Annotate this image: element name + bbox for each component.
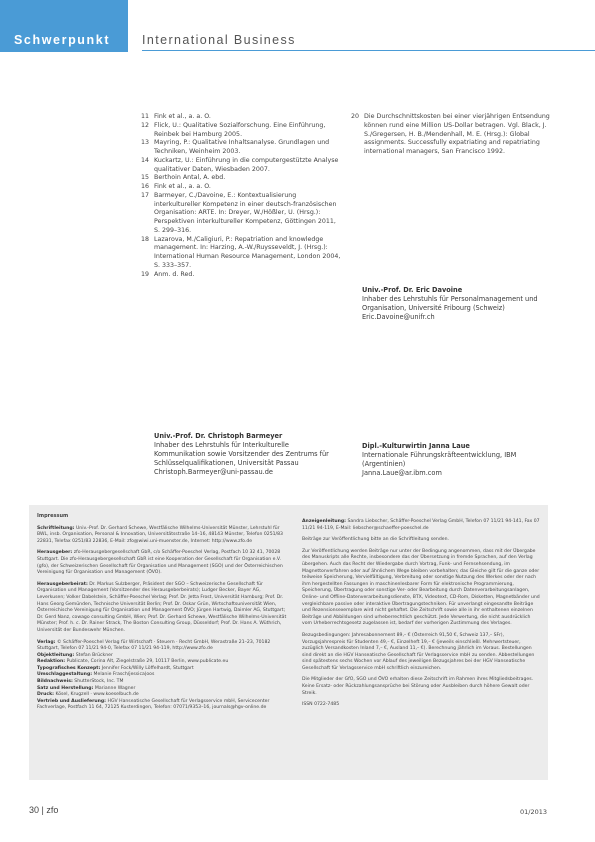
impressum-entry: Zur Veröffentlichung werden Beiträge nur unter der Bedingung angenommen, dass mit der Übergabe des Manuskripts alle Rechte, insbesondere das der Übersetzung in fremde Sprachen, auf den Verlag übergehen. Auch das Recht der Wiedergabe durch Vortrag, Funk- und Fernsehsendung, im Magnettonverfahren oder auf ähnlichem Wege bleiben vorbehalten; das Gleiche gilt für die ganze oder teilweise Speicherung, Vervielfältigung, Verbreitung oder sonstige Nutzung des Werkes oder der nach ihm hergestellten Fassungen in maschinenlesbarer Form für elektronische Programmierung, Speicherung, Übertragung oder sonstige Ver- oder Bearbeitung durch Datenverarbeitungsanlagen, Online- und Offline-Datenverarbeitungsdienste, BTX, Videotext, CD-Rom, Disketten, Magnetbänder und vergleichbare passive oder interaktive Übertragungstechniken. Für unverlangt eingesandte Beiträge und Rezensionsexemplare wird nicht gehaftet. Die Zeitschrift sowie alle in ihr enthaltenen einzelnen Beiträge und Abbildungen sind urheberrechtlich geschützt. Jede Verwertung, die nicht ausdrücklich vom Urheberrechtsgesetz zugelassen ist, bedarf der vorherigen Zustimmung des Verlages. bbox=[302, 548, 540, 627]
impressum-entry: Typografisches Konzept: Jennifer Fock/Willy Löffelhardt, Stuttgart bbox=[37, 665, 194, 671]
impressum-entry: Bildnachweis: ShutterStock, Inc. TM bbox=[37, 679, 124, 685]
author-bio-barmeyer bbox=[154, 432, 339, 477]
impressum-entry: Druck: Kösel, Krugzell · www.koeselbuch.de bbox=[37, 692, 139, 698]
footnote: 14 Kuckartz, U.: Einführung in die computergestützte Analyse qualitativer Daten, Wiesbaden 2007. bbox=[141, 156, 339, 173]
author-email[interactable]: Janna.Laue@ar.ibm.com bbox=[362, 469, 442, 477]
impressum-left-column bbox=[37, 513, 289, 712]
impressum-entry: Beiträge zur Veröffentlichung bitte an die Schriftleitung senden. bbox=[302, 537, 449, 543]
footer-separator: | bbox=[41, 805, 44, 815]
issn: ISSN 0722-7485 bbox=[302, 702, 340, 708]
footnote: 18 Lazarova, M./Caligiuri, P.: Repatriation and knowledge management. In: Harzing, A.-W./Ruysseveldt, J. (Hrsg.): International Human Resource Management, London 2004, S. 333–357. bbox=[141, 235, 341, 269]
page-footer-left bbox=[29, 805, 58, 815]
author-name: Univ.-Prof. Dr. Eric Davoine bbox=[362, 286, 463, 294]
impressum-heading: Impressum bbox=[37, 513, 69, 519]
author-bio-davoine bbox=[362, 286, 542, 322]
author-role: Internationale Führungskräfteentwicklung, IBM (Argentinien) bbox=[362, 451, 517, 468]
page-title: International Business bbox=[142, 33, 296, 47]
author-name: Dipl.-Kulturwirtin Janna Laue bbox=[362, 442, 470, 450]
author-email[interactable]: Eric.Davoine@unifr.ch bbox=[362, 313, 435, 321]
author-role: Inhaber des Lehrstuhls für Personalmanagement und Organisation, Université Fribourg (Schweiz) bbox=[362, 295, 538, 312]
footnote: 19 Anm. d. Red. bbox=[141, 270, 195, 278]
issue-date: 01/2013 bbox=[519, 808, 547, 816]
footnote: 20 Die Durchschnittskosten bei einer vierjährigen Entsendung können rund eine Million US-Dollar betragen. Vgl. Black, J. S./Gregersen, H. B./Mendenhall, M. E. (Hrsg.): Global assignments. Successfully expatriating and repatriating international managers, San Francisco 1992. bbox=[351, 113, 550, 155]
impressum-entry: Objektleitung: Stefan Brückner bbox=[37, 652, 113, 658]
impressum-box bbox=[29, 505, 548, 780]
footnote: 13 Mayring, P.: Qualitative Inhaltsanalyse. Grundlagen und Techniken, Weinheim 2003. bbox=[141, 139, 330, 155]
section-label: Schwerpunkt bbox=[14, 33, 111, 47]
impressum-right-column bbox=[302, 519, 540, 714]
footnote: 17 Barmeyer, C./Davoine, E.: Kontextualisierung interkultureller Kompetenz in einer deutsch-französischen Organisation: ARTE. In: Dreyer, W./Hößler, U. (Hrsg.): Perspektiven interkultureller Kompetenz, Göttingen 2011, S. 299–316. bbox=[141, 191, 337, 234]
footnotes-left bbox=[141, 113, 341, 279]
footnote: 15 Berthoin Antal, A. ebd. bbox=[141, 174, 226, 182]
impressum-entry: Satz und Herstellung: Marianne Wagner bbox=[37, 685, 136, 691]
page-number: 30 bbox=[29, 805, 40, 815]
impressum-entry: Bezugsbedingungen: Jahresabonnement 89,– € (Österreich 91,50 €, Schweiz 137,– SFr), Vorzugsjahrespreis für Studenten 49,– €, Einzelheft 19,– € (jeweils einschließl. Mehrwertsteuer, zuzüglich Versandkosten Inland 7,– €, Ausland 11,– €). Berechnung jährlich im Voraus. Bestellungen sind direkt an die HGV Hanseatische Gesellschaft für Verlagsservice mbH zu senden. Abbestellungen sind spätestens sechs Wochen vor Ablauf des jeweiligen Bezugsjahres bei der HGV Hanseatische Gesellschaft für Verlagsservice mbH schriftlich einzureichen. bbox=[302, 632, 535, 671]
footnote: 11 Fink et al., a. a. O. bbox=[141, 113, 211, 120]
impressum-entry: Herausgeber: zfo-Herausgebergesellschaft GbR, c/o Schäffer-Poeschel Verlag, Postfach 10 32 41, 70028 Stuttgart. Die zfo-Herausgebergesellschaft GbR ist eine Kooperation der Gesellschaft für Organisation e.V. (gfo), der Schweizerischen Gesellschaft für Organisation und Management (SGO) und der Österreichischen Vereinigung für Organisation und Management (ÖVO). bbox=[37, 550, 283, 576]
impressum-entry: Anzeigenleitung: Sandra Liebscher, Schäffer-Poeschel Verlag GmbH, Telefon 07 11/21 94-141, Fax 07 11/21 94-119, E-Mail: liebscher@schaeffer-poeschel.de bbox=[302, 519, 540, 531]
impressum-entry: Verlag: © Schäffer-Poeschel Verlag für Wirtschaft · Steuern · Recht GmbH, Werastraße 21–23, 70182 Stuttgart, Telefon 07 11/21 94-0, Telefax 07 11/21 94-119, http://www.zfo.de bbox=[37, 639, 271, 652]
footnote: 16 Fink et al., a. a. O. bbox=[141, 183, 211, 190]
header-rule bbox=[142, 50, 595, 51]
author-name: Univ.-Prof. Dr. Christoph Barmeyer bbox=[154, 432, 283, 440]
impressum-entry: Umschlaggestaltung: Melanie Frasch/jessica|oos bbox=[37, 672, 155, 678]
footnote: 12 Flick, U.: Qualitative Sozialforschung. Eine Einführung, Reinbek bei Hamburg 2005. bbox=[141, 121, 326, 138]
impressum-entry: Vertrieb und Auslieferung: HGV Hanseatische Gesellschaft für Verlagsservice mbH, Servicecenter Fachverlage, Postfach 11 64, 72125 Kusterdingen, Telefon: 07071/9353–16, journals@hgv-online.de bbox=[37, 698, 270, 711]
author-bio-laue bbox=[362, 442, 542, 478]
impressum-entry: Redaktion: Publicate, Corina Alt, Ziegelstraße 29, 10117 Berlin, www.publicate.eu bbox=[37, 659, 229, 665]
impressum-entry: Herausgeberbeirat: Dr. Markus Sulzberger, Präsident der SGO – Schweizerische Gesellschaft für Organisation und Management (Vorsitzender des Herausgeberbeirats); Ludger Becker, Bayer AG, Leverkusen; Volker Dabelstein, Schäffer-Poeschel Verlag; Prof. Dr. Jetta Frost, Universität Hamburg; Prof. Dr. Hans Georg Gemünden, Technische Universität Berlin; Prof. Dr. Oskar Grün, Wirtschaftsuniversität Wien, Österreichische Vereinigung für Organisation und Management ÖVO; Jürgen Hartwig, Daimler AG, Stuttgart; Dr. Gerd Nanz, cowago consulting GmbH, Wien; Prof. Dr. Gerhard Schewe, Westfälische Wilhelms-Universität Münster; Prof. h. c. Dr. Rainer Strack, The Boston Consulting Group, Düsseldorf; Prof. Dr. Hans A. Wüthrich, Universität der Bundeswehr München. bbox=[37, 581, 287, 633]
journal-name: zfo bbox=[46, 805, 59, 815]
footnotes-right bbox=[351, 113, 551, 157]
impressum-entry: Schriftleitung: Univ.-Prof. Dr. Gerhard Schewe, Westfälische Wilhelms-Universität Münster, Lehrstuhl für BWL, insb. Organisation, Personal & Innovation, Universitätsstraße 14–16, 48143 Münster, Telefon 0251/83 22831, Telefax 0251/83 22836, E-Mail: zfo@wiwi.uni-muenster.de, Internet: http://www.zfo.de bbox=[37, 525, 283, 544]
author-role: Inhaber des Lehrstuhls für Interkulturelle Kommunikation sowie Vorsitzender des Zentrums für Schlüsselqualifikationen, Universität Passau bbox=[154, 441, 329, 467]
author-email[interactable]: Christoph.Barmeyer@uni-passau.de bbox=[154, 468, 273, 476]
impressum-entry: Die Mitglieder der GfO, SGO und ÖVO erhalten diese Zeitschrift im Rahmen ihres Mitgliedsbeitrages. Keine Ersatz- oder Rückzahlungsansprüche bei Störung oder Ausbleiben durch höhere Gewalt oder Streik. bbox=[302, 677, 534, 696]
